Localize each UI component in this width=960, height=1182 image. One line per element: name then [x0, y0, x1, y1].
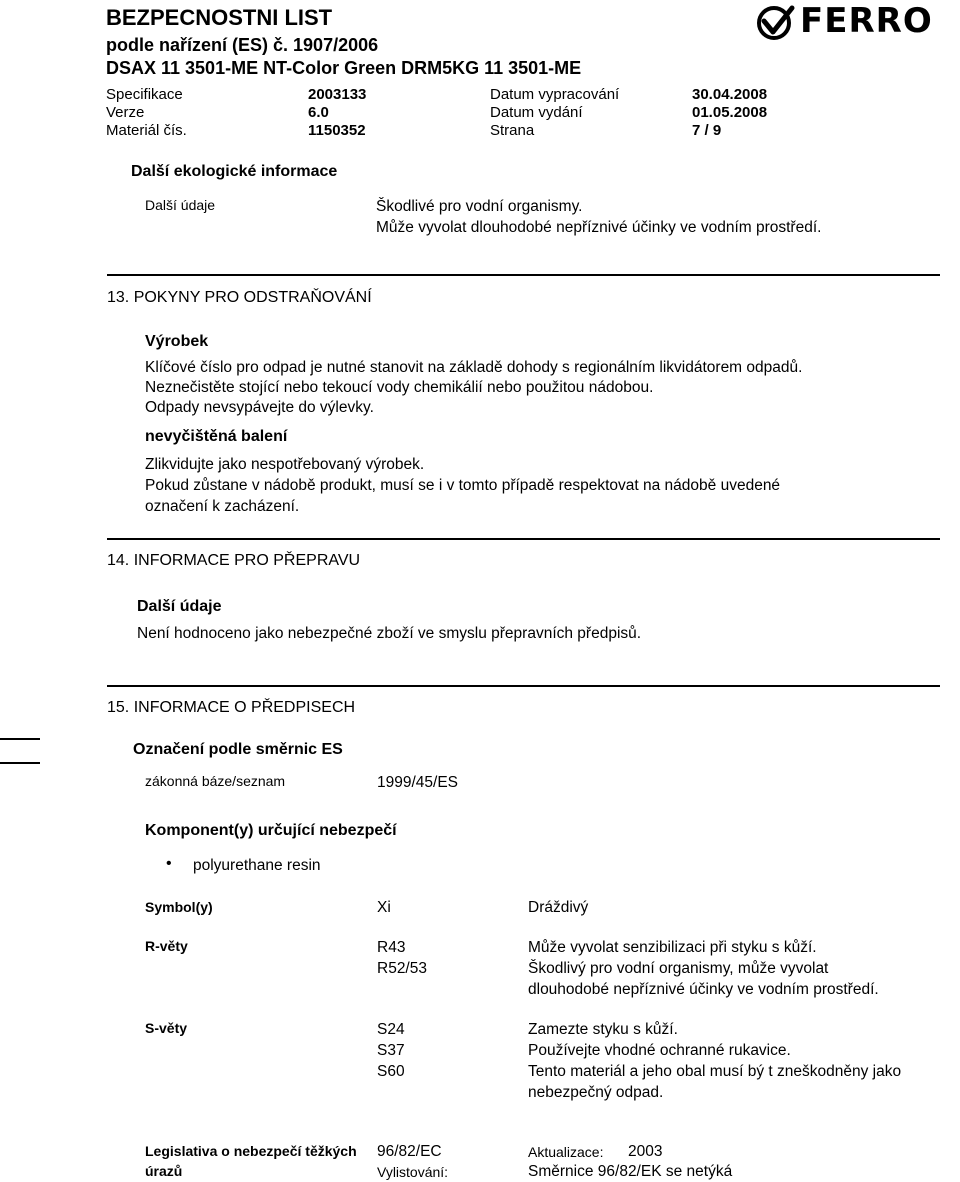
s13-packaging-line-2: Pokud zůstane v nádobě produkt, musí se i v tomto případě respektovat na nádobě uvedené	[145, 477, 781, 494]
revision-marker-top	[0, 738, 40, 740]
product-name: DSAX 11 3501-ME NT-Color Green DRM5KG 11 3501-ME	[106, 58, 582, 78]
s-text: Zamezte styku s kůží.	[528, 1021, 678, 1038]
r-text: dlouhodobé nepříznivé účinky ve vodním prostředí.	[528, 981, 879, 998]
meta-label-version: Verze	[106, 104, 145, 121]
regulation-reference: podle nařízení (ES) č. 1907/2006	[106, 35, 379, 55]
bullet-icon: •	[166, 855, 172, 872]
s14-line: Není hodnoceno jako nebezpečné zboží ve smyslu přepravních předpisů.	[137, 625, 642, 642]
s13-product-line-1: Klíčové číslo pro odpad je nutné stanovit na základě dohody s regionálním likvidátorem odpadů.	[145, 359, 803, 376]
component-name: polyurethane resin	[193, 857, 321, 874]
eco-line-2: Může vyvolat dlouhodobé nepříznivé účinky ve vodním prostředí.	[376, 219, 822, 236]
seveso-label-line-2: úrazů	[145, 1163, 183, 1179]
r-code: R52/53	[377, 960, 427, 977]
legal-basis-label: zákonná báze/seznam	[145, 773, 286, 789]
meta-label-date-prepared: Datum vypracování	[490, 86, 620, 103]
s13-product-line-3: Odpady nevsypávejte do výlevky.	[145, 399, 374, 416]
eco-heading: Další ekologické informace	[131, 163, 338, 180]
logo-wordmark: FERRO	[800, 1, 933, 41]
s13-product-line-2: Neznečistěte stojící nebo tekoucí vody chemikálií nebo použitou nádobou.	[145, 379, 654, 396]
section-13-title: 13. POKYNY PRO ODSTRAŇOVÁNÍ	[107, 289, 372, 306]
meta-value-material: 1150352	[308, 122, 366, 139]
update-value: 2003	[628, 1143, 663, 1160]
r-phrases-label: R-věty	[145, 938, 188, 954]
s13-packaging-line-3: označení k zacházení.	[145, 498, 300, 515]
symbol-code: Xi	[377, 899, 391, 916]
revision-marker-bottom	[0, 762, 40, 764]
ferro-logo-icon	[756, 5, 796, 41]
s-code: S24	[377, 1021, 405, 1038]
exclusion-value: Směrnice 96/82/EK se netýká	[528, 1163, 733, 1180]
seveso-value: 96/82/EC	[377, 1143, 442, 1160]
r-text: Může vyvolat senzibilizaci při styku s kůží.	[528, 939, 817, 956]
symbol-label: Symbol(y)	[145, 899, 213, 915]
section-15-rule	[107, 685, 940, 687]
legal-basis-value: 1999/45/ES	[377, 774, 459, 791]
s13-packaging-heading: nevyčištěná balení	[145, 428, 288, 445]
meta-value-page: 7 / 9	[692, 122, 722, 139]
meta-value-spec: 2003133	[308, 86, 367, 103]
components-heading: Komponent(y) určující nebezpečí	[145, 822, 397, 839]
s-text: nebezpečný odpad.	[528, 1084, 664, 1101]
s-text: Používejte vhodné ochranné rukavice.	[528, 1042, 791, 1059]
s-code: S37	[377, 1042, 405, 1059]
symbol-desc: Dráždivý	[528, 899, 589, 916]
ferro-logo	[756, 1, 944, 41]
meta-label-page: Strana	[490, 122, 535, 139]
r-text: Škodlivý pro vodní organismy, může vyvolat	[528, 960, 829, 977]
section-14-rule	[107, 538, 940, 540]
meta-label-issue-date: Datum vydání	[490, 104, 583, 121]
s14-heading: Další údaje	[137, 598, 222, 615]
exclusion-label: Vylistování:	[377, 1164, 449, 1180]
s-code: S60	[377, 1063, 405, 1080]
meta-label-material: Materiál čís.	[106, 122, 187, 139]
eco-label: Další údaje	[145, 197, 216, 213]
s-text: Tento materiál a jeho obal musí bý t zneškodněny jako	[528, 1063, 902, 1080]
seveso-label-line-1: Legislativa o nebezpečí těžkých	[145, 1143, 357, 1159]
r-code: R43	[377, 939, 406, 956]
s15-heading: Označení podle směrnic ES	[133, 741, 343, 758]
section-14-title: 14. INFORMACE PRO PŘEPRAVU	[107, 552, 361, 569]
section-13-rule	[107, 274, 940, 276]
section-15-title: 15. INFORMACE O PŘEDPISECH	[107, 699, 356, 716]
eco-line-1: Škodlivé pro vodní organismy.	[376, 198, 583, 215]
s13-product-heading: Výrobek	[145, 333, 209, 350]
meta-value-version: 6.0	[308, 104, 329, 121]
meta-value-date-prepared: 30.04.2008	[692, 86, 768, 103]
meta-value-issue-date: 01.05.2008	[692, 104, 768, 121]
s13-packaging-line-1: Zlikvidujte jako nespotřebovaný výrobek.	[145, 456, 425, 473]
meta-label-spec: Specifikace	[106, 86, 183, 103]
update-label: Aktualizace:	[528, 1144, 604, 1160]
document-title: BEZPECNOSTNI LIST	[106, 5, 333, 30]
s-phrases-label: S-věty	[145, 1020, 188, 1036]
